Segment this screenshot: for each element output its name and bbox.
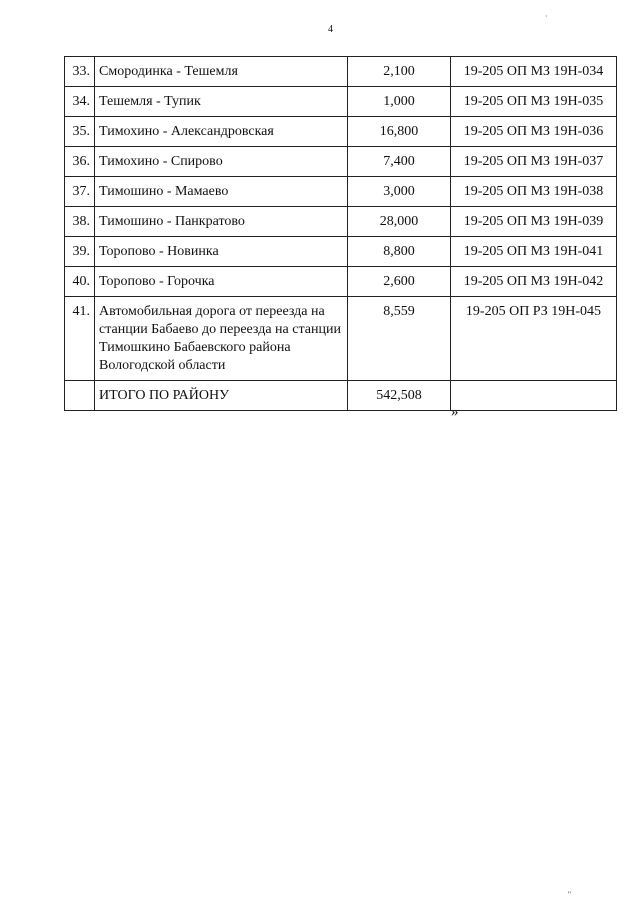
total-code-cell — [451, 381, 617, 411]
row-number: 34. — [65, 87, 95, 117]
total-length: 542,508 — [348, 381, 451, 411]
road-code: 19-205 ОП РЗ 19Н-045 — [451, 297, 617, 381]
roads-table — [64, 56, 617, 411]
road-name: Тешемля - Тупик — [95, 87, 348, 117]
total-row — [65, 381, 617, 411]
road-name: Автомобильная дорога от переезда на станции Бабаево до переезда на станции Тимошкино Бабаевского района Вологодской области — [95, 297, 348, 381]
road-name: Торопово - Горочка — [95, 267, 348, 297]
row-number: 39. — [65, 237, 95, 267]
row-number: 36. — [65, 147, 95, 177]
road-name: Тимошино - Панкратово — [95, 207, 348, 237]
road-length: 3,000 — [348, 177, 451, 207]
road-code: 19-205 ОП МЗ 19Н-042 — [451, 267, 617, 297]
road-name: Тимохино - Александровская — [95, 117, 348, 147]
table-row — [65, 267, 617, 297]
row-number: 38. — [65, 207, 95, 237]
total-number-cell — [65, 381, 95, 411]
row-number: 41. — [65, 297, 95, 381]
road-code: 19-205 ОП МЗ 19Н-037 — [451, 147, 617, 177]
row-number: 37. — [65, 177, 95, 207]
scan-speck: '' — [568, 890, 571, 899]
road-name: Смородинка - Тешемля — [95, 57, 348, 87]
closing-quote: » — [451, 404, 459, 420]
road-name: Торопово - Новинка — [95, 237, 348, 267]
road-code: 19-205 ОП МЗ 19Н-038 — [451, 177, 617, 207]
row-number: 35. — [65, 117, 95, 147]
road-length: 1,000 — [348, 87, 451, 117]
road-code: 19-205 ОП МЗ 19Н-035 — [451, 87, 617, 117]
road-code: 19-205 ОП МЗ 19Н-039 — [451, 207, 617, 237]
table-row — [65, 117, 617, 147]
row-number: 40. — [65, 267, 95, 297]
table-row — [65, 297, 617, 381]
table-row — [65, 147, 617, 177]
row-number: 33. — [65, 57, 95, 87]
road-code: 19-205 ОП МЗ 19Н-034 — [451, 57, 617, 87]
road-name: Тимохино - Спирово — [95, 147, 348, 177]
road-code: 19-205 ОП МЗ 19Н-036 — [451, 117, 617, 147]
road-name: Тимошино - Мамаево — [95, 177, 348, 207]
road-length: 2,100 — [348, 57, 451, 87]
scan-speck: · — [545, 12, 548, 21]
road-length: 8,559 — [348, 297, 451, 381]
road-length: 16,800 — [348, 117, 451, 147]
page-number: 4 — [328, 24, 333, 35]
road-length: 7,400 — [348, 147, 451, 177]
table-row — [65, 87, 617, 117]
total-label: ИТОГО ПО РАЙОНУ — [95, 381, 348, 411]
table-row — [65, 207, 617, 237]
road-length: 8,800 — [348, 237, 451, 267]
road-code: 19-205 ОП МЗ 19Н-041 — [451, 237, 617, 267]
road-length: 2,600 — [348, 267, 451, 297]
table-row — [65, 177, 617, 207]
table-row — [65, 57, 617, 87]
road-length: 28,000 — [348, 207, 451, 237]
table-row — [65, 237, 617, 267]
